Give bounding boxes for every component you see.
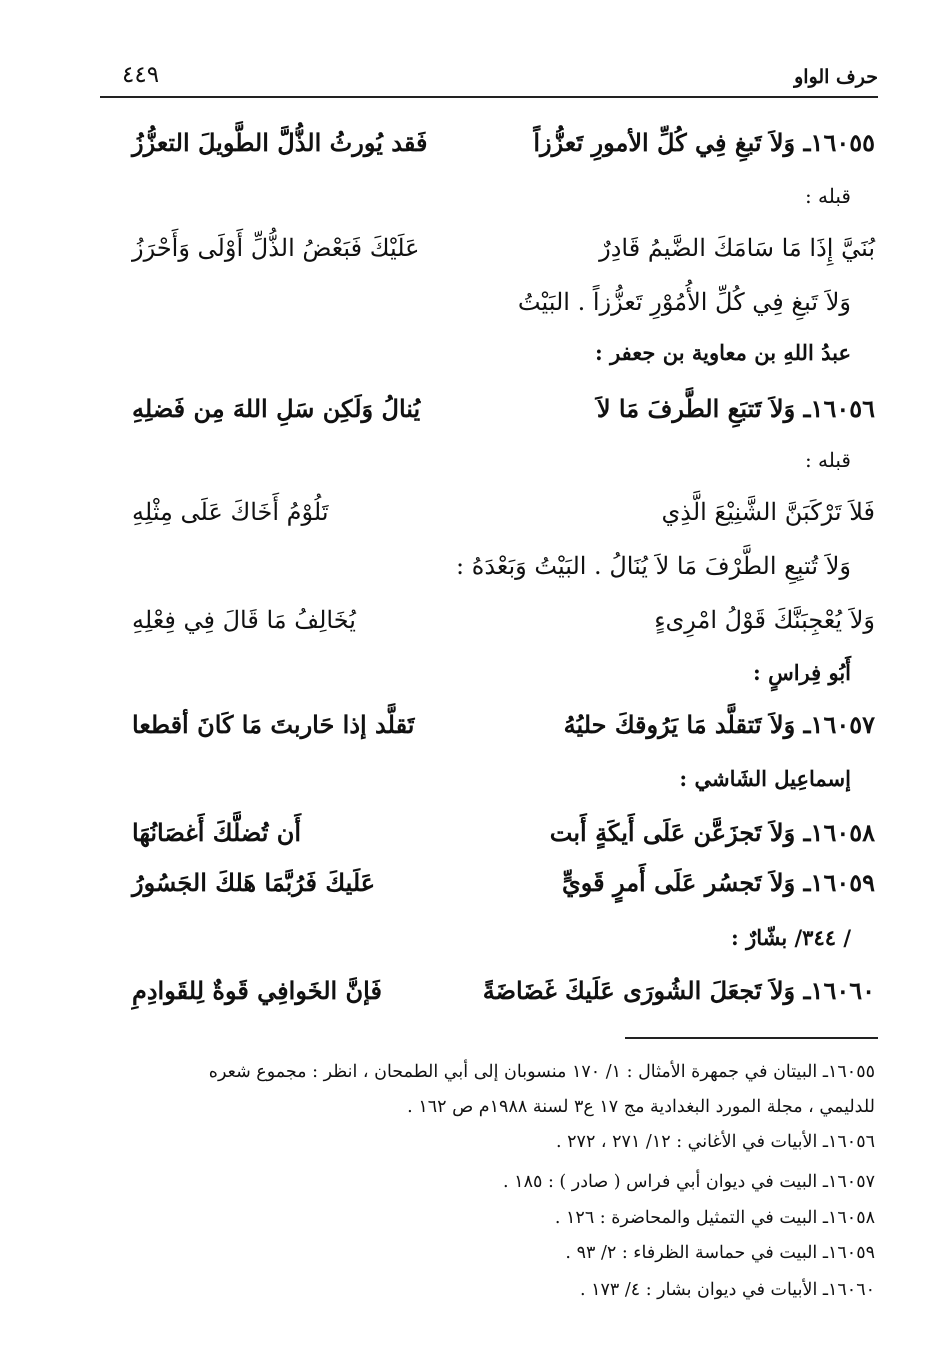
hemistich-second: عَلَيكَ فَرُبَّمَا هَلكَ الجَسُورُ: [132, 868, 376, 897]
hemistich-first-text: وَلاَ تَجعَلَ الشُورَى عَلَيكَ غَضَاضَةً: [482, 976, 796, 1005]
hemistich-first: ١٦٠٦٠ـ وَلاَ تَجعَلَ الشُورَى عَلَيكَ غَضَاضَةً: [482, 976, 875, 1005]
hemistich-first: ١٦٠٥٩ـ وَلاَ تَجسُر عَلَى أَمرٍ قَويٍّ: [561, 868, 875, 897]
footnote: ١٦٠٥٦ـ الأبيات في الأغاني : ١٢/ ٢٧١ ، ٢٧٢ .: [556, 1132, 875, 1152]
footnote: ١٦٠٦٠ـ الأبيات في ديوان بشار : ٤/ ١٧٣ .: [579, 1280, 875, 1300]
entry-number: ١٦٠٥٨: [810, 818, 875, 847]
hemistich-first: ١٦٠٥٦ـ وَلاَ تَتبَعِ الطَّرفَ مَا لاَ: [596, 394, 875, 423]
hemistich-first-text: وَلاَ تَبغِ فِي كُلِّ الأمورِ تَعزُّزاً: [533, 128, 796, 157]
hemistich-first: وَلاَ يُعْجِبَنَّكَ قَوْلُ امْرِىءٍ: [654, 606, 875, 634]
before-label: قبله :: [804, 448, 851, 472]
poet-name: إسماعِيل الشَاشي :: [679, 766, 851, 791]
footnote-rule: [625, 1037, 878, 1039]
hemistich-first: فَلاَ تَرْكَبَنَّ الشَّنِيْعَ الَّذِي: [661, 498, 875, 526]
hemistich-second: يُنالُ وَلَكِن سَلِ اللهَ مِن فَضلِهِ: [132, 394, 421, 423]
running-header: [100, 58, 878, 96]
verse-line: وَلاَ تُتبِعِ الطَّرْفَ مَا لاَ يُنَالُ . البَيْتُ وَبَعْدَهُ :: [456, 552, 851, 580]
section-title: حرف الواو: [794, 66, 878, 88]
hemistich-first: بُنَيَّ إِذَا مَا سَامَكَ الضَّيمُ قَادِرٌ: [599, 234, 875, 262]
hemistich-first: ١٦٠٥٧ـ وَلاَ تَتقلَّد مَا يَرُوقكَ حليُهُ: [563, 710, 875, 739]
entry-number: ١٦٠٥٧: [810, 710, 875, 739]
hemistich-second: يُخَالِفُ مَا قَالَ فِي فِعْلِهِ: [132, 606, 356, 634]
hemistich-first-text: وَلاَ تَجسُر عَلَى أَمرٍ قَويٍّ: [561, 868, 796, 897]
hemistich-second: عَلَيْكَ فَبَعْضُ الذُّلِّ أَوْلَى وَأَحْرَزُ: [132, 234, 420, 262]
hemistich-first-text: وَلاَ تَتبَعِ الطَّرفَ مَا لاَ: [596, 394, 796, 423]
entry-number: ١٦٠٥٩: [810, 868, 875, 897]
footnote: ١٦٠٥٩ـ البيت في حماسة الظرفاء : ٢/ ٩٣ .: [565, 1243, 875, 1263]
verse-line: وَلاَ تَبغِ فِي كُلِّ الأُمُوْرِ تَعزُّزاً . البَيْتُ: [517, 288, 851, 316]
header-rule: [100, 96, 878, 98]
footnote: ١٦٠٥٨ـ البيت في التمثيل والمحاضرة : ١٢٦ .: [554, 1208, 875, 1228]
hemistich-first: ١٦٠٥٨ـ وَلاَ تَجزَعَّن عَلَى أَيكَةٍ أَبت: [549, 818, 875, 847]
entry-number: ١٦٠٦٠: [810, 976, 875, 1005]
footnote: ١٦٠٥٥ـ البيتان في جمهرة الأمثال : ١/ ١٧٠ منسوبان إلى أبي الطمحان ، انظر : مجموع شعره: [208, 1062, 875, 1082]
hemistich-second: تَقلَّد إذا حَاربتَ مَا كَانَ أقطعا: [132, 710, 415, 739]
entry-number: ١٦٠٥٦: [810, 394, 875, 423]
hemistich-first-text: وَلاَ تَتقلَّد مَا يَرُوقكَ حليُهُ: [563, 710, 796, 739]
hemistich-second: أَن تُضلَّكَ أَغصَانُهَا: [132, 818, 302, 847]
poet-name: عبدُ اللهِ بن معاوية بن جعفر :: [595, 340, 851, 365]
hemistich-second: تَلُوْمُ أَخَاكَ عَلَى مِثْلِهِ: [132, 498, 329, 526]
hemistich-second: فَإنَّ الخَوافِي قَوةٌ لِلقَوادِمِ: [132, 976, 382, 1005]
hemistich-first-text: وَلاَ تَجزَعَّن عَلَى أَيكَةٍ أَبت: [549, 818, 796, 847]
before-label: قبله :: [804, 184, 851, 208]
footnote: ١٦٠٥٧ـ البيت في ديوان أبي فراس ( صادر ) : ١٨٥ .: [503, 1172, 875, 1192]
poet-name: أَبُو فِراسٍ :: [753, 660, 851, 685]
hemistich-first: ١٦٠٥٥ـ وَلاَ تَبغِ فِي كُلِّ الأمورِ تَعزُّزاً: [533, 128, 875, 157]
poet-name: / ٣٤٤/ بشّارٌ :: [731, 925, 851, 950]
footnote: للدليمي ، مجلة المورد البغدادية مج ١٧ ع٣ لسنة ١٩٨٨م ص ١٦٢ .: [407, 1097, 875, 1117]
hemistich-second: فَقد يُورثُ الذُّلَّ الطَّويلَ التعزُّزُ: [132, 128, 428, 157]
page-number: ٤٤٩: [122, 62, 160, 88]
entry-number: ١٦٠٥٥: [810, 128, 875, 157]
